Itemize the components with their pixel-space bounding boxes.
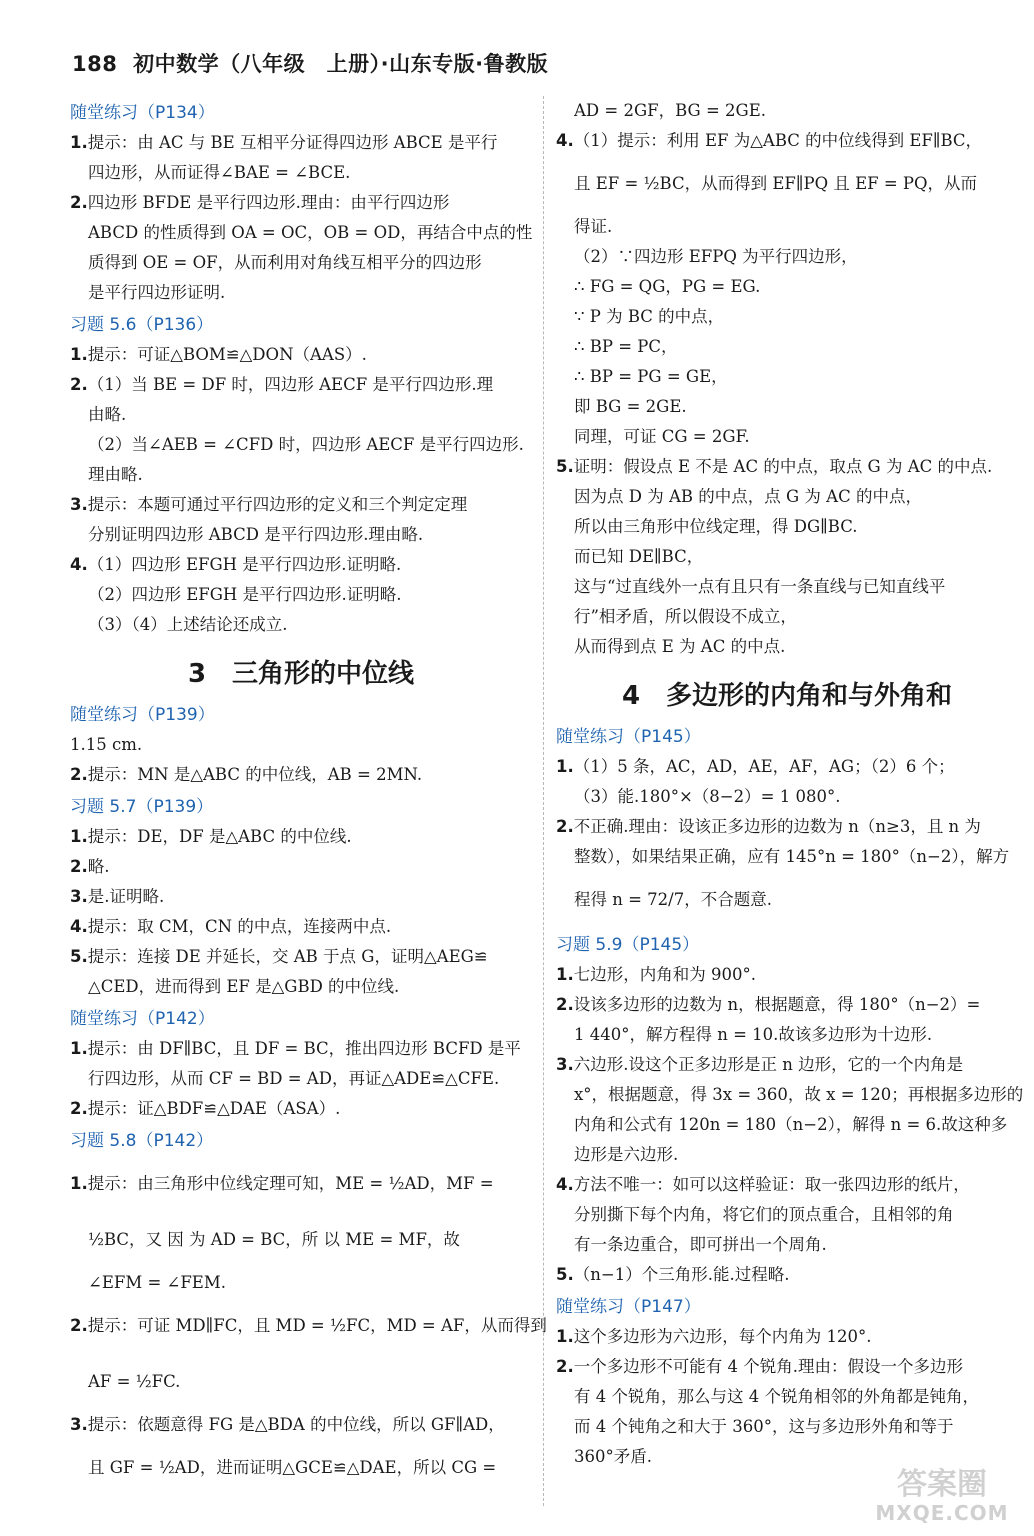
- answer-text: 所以由三角形中位线定理，得 DG∥BC.: [574, 517, 858, 536]
- item-number: 2.: [70, 1099, 88, 1118]
- item-number: 1.: [70, 133, 88, 152]
- answer-text: （2）四边形 EFGH 是平行四边形.证明略.: [88, 585, 402, 604]
- answer-line: [556, 1230, 1018, 1260]
- answer-text: 设该多边形的边数为 n，根据题意，得 180°（n−2）=: [573, 995, 981, 1014]
- answer-text: 略.: [87, 857, 110, 876]
- answer-line: [556, 602, 1018, 632]
- watermark-logo: [862, 1468, 1022, 1528]
- answer-line: [70, 460, 532, 490]
- section-title: 3 三角形的中位线: [187, 659, 415, 689]
- answer-text: 七边形，内角和为 900°.: [573, 965, 756, 984]
- answer-text: 提示：由三角形中位线定理可知，ME = ½AD，MF =: [87, 1174, 494, 1193]
- answer-text: 提示：MN 是△ABC 的中位线，AB = 2MN.: [87, 765, 423, 784]
- answer-text: （2）∵四边形 EFPQ 为平行四边形，: [574, 247, 858, 266]
- page-number: 188: [72, 52, 118, 76]
- answer-text: 有一条边重合，即可拼出一个周角.: [574, 1235, 827, 1254]
- book-title: 初中数学（八年级 上册）·山东专版·鲁教版: [133, 52, 549, 76]
- answer-text: AD = 2GF，BG = 2GE.: [574, 101, 766, 120]
- answer-text: 这个多边形为六边形，每个内角为 120°.: [573, 1327, 872, 1346]
- answer-text: 由略.: [88, 405, 127, 424]
- answer-line: [556, 1110, 1018, 1140]
- answer-text: 分别撕下每个内角，将它们的顶点重合，且相邻的角: [574, 1205, 954, 1224]
- item-number: 1.: [556, 1327, 574, 1346]
- answer-text: 一个多边形不可能有 4 个锐角.理由：假设一个多边形: [573, 1357, 963, 1376]
- answer-line: [556, 812, 1018, 842]
- item-number: 4.: [70, 555, 88, 574]
- answer-text: 方法不唯一：如可以这样验证：取一张四边形的纸片，: [573, 1175, 970, 1194]
- item-number: 1.: [556, 965, 574, 984]
- answer-text: 程得 n = 72/7，不合题意.: [574, 890, 772, 909]
- exercise-label: 习题 5.9（P145）: [556, 935, 700, 955]
- answer-line: [70, 550, 532, 580]
- answer-line: [70, 1156, 532, 1212]
- item-number: 2.: [556, 817, 574, 836]
- answer-text: 提示：DE，DF 是△ABC 的中位线.: [87, 827, 352, 846]
- item-number: 3.: [70, 1415, 88, 1434]
- item-number: 2.: [556, 995, 574, 1014]
- answer-line: [556, 362, 1018, 392]
- answer-text: 提示：可证△BOM≌△DON（AAS）.: [87, 345, 367, 364]
- answer-line: [70, 1440, 532, 1496]
- answer-text: 质得到 OE = OF，从而利用对角线互相平分的四边形: [88, 253, 482, 272]
- answer-line: [70, 490, 532, 520]
- answer-text: （3）能.180°×（8−2）= 1 080°.: [574, 787, 841, 806]
- item-number: 2.: [70, 193, 88, 212]
- item-number: 1.: [70, 345, 88, 364]
- answer-text: （n−1）个三角形.能.过程略.: [573, 1265, 790, 1284]
- answer-line: [556, 1200, 1018, 1230]
- answer-text: 理由略.: [88, 465, 143, 484]
- exercise-label: 随堂练习（P147）: [556, 1297, 701, 1317]
- answer-text: ½BC，又 因 为 AD = BC，所 以 ME = MF，故: [88, 1230, 460, 1249]
- answer-text: 1.15 cm.: [70, 735, 143, 754]
- item-number: 2.: [70, 375, 88, 394]
- answer-line: [70, 972, 532, 1002]
- answer-text: x°，根据题意，得 3x = 360，故 x = 120；再根据多边形的: [574, 1085, 1024, 1104]
- item-number: 5.: [70, 947, 88, 966]
- answer-text: 六边形.设这个正多边形是正 n 边形，它的一个内角是: [573, 1055, 964, 1074]
- answer-text: ∴ BP = PG = GE，: [574, 367, 728, 386]
- answer-line: [70, 580, 532, 610]
- answer-line: [556, 1382, 1018, 1412]
- item-number: 2.: [556, 1357, 574, 1376]
- answer-text: ∴ BP = PC，: [574, 337, 678, 356]
- answer-line: [70, 942, 532, 972]
- answer-line: [556, 1260, 1018, 1290]
- answer-line: [556, 332, 1018, 362]
- answer-text: 是.证明略.: [87, 887, 165, 906]
- answer-text: 从而得到点 E 为 AC 的中点.: [574, 637, 786, 656]
- answer-line: [556, 302, 1018, 332]
- answer-line: [70, 188, 532, 218]
- item-number: 3.: [556, 1055, 574, 1074]
- answer-text: （1）四边形 EFGH 是平行四边形.证明略.: [87, 555, 402, 574]
- answer-text: 整数），如果结果正确，应有 145°n = 180°（n−2），解方: [574, 847, 1010, 866]
- exercise-label: 随堂练习（P142）: [70, 1009, 215, 1029]
- answer-text: 得证.: [574, 217, 613, 236]
- answer-text: （1）当 BE = DF 时，四边形 AECF 是平行四边形.理: [87, 375, 494, 394]
- answer-text: 提示：依题意得 FG 是△BDA 的中位线，所以 GF∥AD，: [87, 1415, 505, 1434]
- answer-line: [70, 400, 532, 430]
- right-column: [556, 96, 1024, 1472]
- answer-line: [70, 370, 532, 400]
- answer-text: 同理，可证 CG = 2GF.: [574, 427, 750, 446]
- exercise-label: 随堂练习（P134）: [70, 103, 215, 123]
- answer-text: 四边形，从而证得∠BAE = ∠BCE.: [88, 163, 351, 182]
- answer-line: [70, 1410, 532, 1440]
- answer-text: 且 GF = ½AD，进而证明△GCE≌△DAE，所以 CG =: [88, 1458, 497, 1477]
- answer-line: [70, 882, 532, 912]
- answer-text: 而已知 DE∥BC，: [574, 547, 704, 566]
- item-number: 5.: [556, 1265, 574, 1284]
- answer-text: 提示：证△BDF≌△DAE（ASA）.: [87, 1099, 341, 1118]
- answer-line: [70, 912, 532, 942]
- answer-text: （1）5 条，AC，AD，AE，AF，AG；（2）6 个；: [573, 757, 955, 776]
- exercise-label: 习题 5.6（P136）: [70, 315, 214, 335]
- answer-text: 证明：假设点 E 不是 AC 的中点，取点 G 为 AC 的中点.: [573, 457, 993, 476]
- answer-text: 行”相矛盾，所以假设不成立，: [574, 607, 797, 626]
- answer-line: [70, 852, 532, 882]
- answer-line: [70, 430, 532, 460]
- answer-text: （3）（4）上述结论还成立.: [88, 615, 288, 634]
- left-column: [70, 96, 547, 1496]
- answer-line: [70, 1034, 532, 1064]
- answer-line: [70, 822, 532, 852]
- item-number: 2.: [70, 857, 88, 876]
- answer-text: △CED，进而得到 EF 是△GBD 的中位线.: [88, 977, 400, 996]
- answer-line: [70, 278, 532, 308]
- answer-line: [556, 782, 1018, 812]
- item-number: 2.: [70, 765, 88, 784]
- answer-line: [556, 126, 1018, 156]
- answer-line: [70, 128, 532, 158]
- answer-text: 提示：由 AC 与 BE 互相平分证得四边形 ABCE 是平行: [87, 133, 498, 152]
- answer-line: [556, 1020, 1018, 1050]
- answer-line: [556, 842, 1018, 872]
- item-number: 4.: [70, 917, 88, 936]
- answer-text: AF = ½FC.: [88, 1372, 181, 1391]
- exercise-label: 习题 5.7（P139）: [70, 797, 214, 817]
- item-number: 4.: [556, 1175, 574, 1194]
- answer-line: [556, 1412, 1018, 1442]
- item-number: 4.: [556, 131, 574, 150]
- answer-text: 四边形 BFDE 是平行四边形.理由：由平行四边形: [87, 193, 450, 212]
- answer-line: [556, 752, 1018, 782]
- answer-text: 有 4 个锐角，那么与这 4 个锐角相邻的外角都是钝角，: [574, 1387, 979, 1406]
- answer-text: 提示：由 DF∥BC，且 DF = BC，推出四边形 BCFD 是平: [87, 1039, 521, 1058]
- item-number: 1.: [70, 1174, 88, 1193]
- answer-text: （2）当∠AEB = ∠CFD 时，四边形 AECF 是平行四边形.: [88, 435, 524, 454]
- answer-text: 这与“过直线外一点有且只有一条直线与已知直线平: [574, 577, 946, 596]
- item-number: 3.: [70, 495, 88, 514]
- answer-line: [556, 272, 1018, 302]
- answer-text: 行四边形，从而 CF = BD = AD，再证△ADE≌△CFE.: [88, 1069, 500, 1088]
- answer-text: 而 4 个钝角之和大于 360°，这与多边形外角和等于: [574, 1417, 954, 1436]
- exercise-label: 随堂练习（P145）: [556, 727, 701, 747]
- answer-text: 即 BG = 2GE.: [574, 397, 687, 416]
- answer-line: [70, 1268, 532, 1298]
- answer-line: [556, 96, 1018, 126]
- answer-line: [556, 1322, 1018, 1352]
- answer-line: [70, 158, 532, 188]
- answer-text: 提示：可证 MD∥FC，且 MD = ½FC，MD = AF，从而得到: [87, 1316, 547, 1335]
- answer-line: [556, 990, 1018, 1020]
- answer-line: [556, 156, 1018, 212]
- answer-text: 边形是六边形.: [574, 1145, 679, 1164]
- answer-line: [556, 1080, 1024, 1110]
- answer-text: ∵ P 为 BC 的中点，: [574, 307, 725, 326]
- answer-line: [556, 452, 1018, 482]
- answer-text: 因为点 D 为 AB 的中点，点 G 为 AC 的中点，: [574, 487, 922, 506]
- answer-text: ∠EFM = ∠FEM.: [88, 1273, 226, 1292]
- answer-line: [556, 392, 1018, 422]
- answer-line: [70, 1212, 532, 1268]
- answer-text: 内角和公式有 120n = 180（n−2），解得 n = 6.故这种多: [574, 1115, 1008, 1134]
- item-number: 2.: [70, 1316, 88, 1335]
- answer-line: [556, 542, 1018, 572]
- answer-text: 1 440°，解方程得 n = 10.故该多边形为十边形.: [574, 1025, 933, 1044]
- answer-line: [556, 1050, 1018, 1080]
- answer-line: [556, 422, 1018, 452]
- exercise-label: 习题 5.8（P142）: [70, 1131, 214, 1151]
- answer-line: [556, 512, 1018, 542]
- answer-line: [70, 1354, 532, 1410]
- item-number: 5.: [556, 457, 574, 476]
- answer-line: [556, 1140, 1018, 1170]
- answer-text: 360°矛盾.: [574, 1447, 652, 1466]
- answer-line: [556, 872, 1018, 928]
- answer-line: [70, 218, 532, 248]
- answer-line: [70, 730, 532, 760]
- answer-text: 提示：取 CM，CN 的中点，连接两中点.: [87, 917, 392, 936]
- item-number: 1.: [556, 757, 574, 776]
- answer-line: [70, 520, 532, 550]
- answer-text: 提示：连接 DE 并延长，交 AB 于点 G，证明△AEG≌: [87, 947, 488, 966]
- answer-text: ABCD 的性质得到 OA = OC，OB = OD，再结合中点的性: [88, 223, 533, 242]
- answer-line: [556, 242, 1018, 272]
- answer-text: 分别证明四边形 ABCD 是平行四边形.理由略.: [88, 525, 424, 544]
- answer-line: [556, 960, 1018, 990]
- answer-line: [556, 212, 1018, 242]
- answer-line: [556, 482, 1018, 512]
- answer-line: [556, 632, 1018, 662]
- column-divider: [543, 96, 544, 1506]
- answer-text: （1）提示：利用 EF 为△ABC 的中位线得到 EF∥BC，: [573, 131, 983, 150]
- page-header: [72, 48, 548, 80]
- answer-line: [556, 572, 1018, 602]
- answer-text: 提示：本题可通过平行四边形的定义和三个判定定理: [87, 495, 468, 514]
- answer-text: 是平行四边形证明.: [88, 283, 226, 302]
- exercise-label: 随堂练习（P139）: [70, 705, 215, 725]
- answer-line: [70, 1094, 532, 1124]
- item-number: 1.: [70, 1039, 88, 1058]
- answer-text: 不正确.理由：设该正多边形的边数为 n（n≥3，且 n 为: [573, 817, 981, 836]
- answer-line: [70, 760, 532, 790]
- item-number: 3.: [70, 887, 88, 906]
- answer-text: ∴ FG = QG，PG = EG.: [574, 277, 761, 296]
- section-title: 4 多边形的内角和与外角和: [621, 681, 953, 711]
- answer-line: [70, 1298, 547, 1354]
- item-number: 1.: [70, 827, 88, 846]
- answer-line: [556, 1352, 1018, 1382]
- answer-text: 且 EF = ½BC，从而得到 EF∥PQ 且 EF = PQ，从而: [574, 174, 978, 193]
- answer-line: [70, 610, 532, 640]
- watermark-domain: MXQE.COM: [875, 1501, 1009, 1525]
- answer-line: [70, 248, 532, 278]
- answer-line: [70, 340, 532, 370]
- watermark-text: 答案圈: [897, 1467, 987, 1502]
- answer-line: [556, 1170, 1018, 1200]
- answer-line: [70, 1064, 532, 1094]
